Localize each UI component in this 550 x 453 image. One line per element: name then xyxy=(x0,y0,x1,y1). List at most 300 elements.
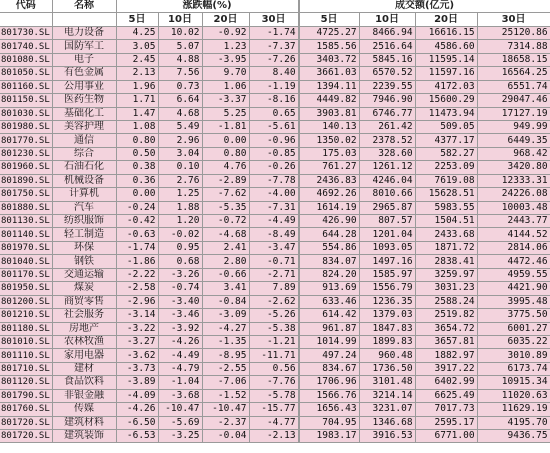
cell-volume-5d: 761.27 xyxy=(299,161,359,174)
cell-code: 801980.SL xyxy=(0,120,52,133)
cell-change-10d: -3.92 xyxy=(158,322,202,335)
table-row xyxy=(0,403,550,416)
cell-change-10d: -0.74 xyxy=(158,282,202,295)
cell-change-20d: -1.35 xyxy=(202,335,249,348)
cell-change-10d: -3.26 xyxy=(158,268,202,281)
cell-code: 801160.SL xyxy=(0,80,52,93)
cell-change-5d: 0.80 xyxy=(116,134,158,147)
cell-change-20d: -1.81 xyxy=(202,120,249,133)
table-row xyxy=(0,335,550,348)
cell-volume-30d: 11629.19 xyxy=(477,403,550,416)
cell-code: 801890.SL xyxy=(0,174,52,187)
cell-change-5d: -2.22 xyxy=(116,268,158,281)
cell-change-5d: 2.45 xyxy=(116,53,158,66)
cell-volume-20d: 7619.08 xyxy=(415,174,477,187)
cell-volume-30d: 12333.31 xyxy=(477,174,550,187)
cell-volume-10d: 1379.03 xyxy=(359,309,415,322)
cell-change-30d: -2.13 xyxy=(249,430,298,443)
cell-change-5d: 0.38 xyxy=(116,161,158,174)
table-row xyxy=(0,161,550,174)
cell-change-30d: -7.31 xyxy=(249,201,298,214)
cell-change-30d: -7.76 xyxy=(249,376,298,389)
cell-volume-30d: 24226.08 xyxy=(477,188,550,201)
cell-volume-30d: 16564.25 xyxy=(477,67,550,80)
table-row xyxy=(0,228,550,241)
table-row xyxy=(0,362,550,375)
cell-change-20d: -0.04 xyxy=(202,430,249,443)
cell-change-20d: 0.00 xyxy=(202,134,249,147)
cell-change-30d: -4.77 xyxy=(249,416,298,429)
cell-name: 电子 xyxy=(52,53,116,66)
cell-volume-5d: 3903.81 xyxy=(299,107,359,120)
cell-change-5d: 4.25 xyxy=(116,26,158,39)
cell-volume-10d: 6570.52 xyxy=(359,67,415,80)
header-change-10d: 10日 xyxy=(158,13,202,26)
cell-volume-20d: 3259.97 xyxy=(415,268,477,281)
cell-change-5d: -4.09 xyxy=(116,389,158,402)
cell-change-10d: 6.64 xyxy=(158,94,202,107)
cell-change-5d: -0.24 xyxy=(116,201,158,214)
cell-volume-10d: 3916.53 xyxy=(359,430,415,443)
cell-change-5d: -3.14 xyxy=(116,309,158,322)
cell-code: 801740.SL xyxy=(0,40,52,53)
header-row-sub xyxy=(0,13,550,26)
cell-change-10d: 5.49 xyxy=(158,120,202,133)
cell-volume-20d: 6771.00 xyxy=(415,430,477,443)
cell-change-30d: -1.21 xyxy=(249,335,298,348)
table-row xyxy=(0,309,550,322)
cell-change-20d: 9.70 xyxy=(202,67,249,80)
header-volume-20d: 20日 xyxy=(415,13,477,26)
cell-volume-5d: 554.86 xyxy=(299,241,359,254)
cell-code: 801230.SL xyxy=(0,147,52,160)
header-volume-30d: 30日 xyxy=(477,13,550,26)
cell-change-5d: -3.89 xyxy=(116,376,158,389)
table-row xyxy=(0,40,550,53)
cell-change-30d: -4.00 xyxy=(249,188,298,201)
cell-change-10d: 3.04 xyxy=(158,147,202,160)
cell-name: 社会服务 xyxy=(52,309,116,322)
cell-change-30d: 0.65 xyxy=(249,107,298,120)
cell-volume-20d: 509.05 xyxy=(415,120,477,133)
cell-name: 非银金融 xyxy=(52,389,116,402)
cell-volume-5d: 913.69 xyxy=(299,282,359,295)
header-code: 代码 xyxy=(0,0,52,13)
cell-code: 801110.SL xyxy=(0,349,52,362)
cell-volume-5d: 2436.83 xyxy=(299,174,359,187)
cell-change-20d: 3.41 xyxy=(202,282,249,295)
cell-name: 计算机 xyxy=(52,188,116,201)
cell-volume-20d: 2253.09 xyxy=(415,161,477,174)
cell-volume-30d: 10915.34 xyxy=(477,376,550,389)
table-row xyxy=(0,201,550,214)
cell-volume-30d: 3420.80 xyxy=(477,161,550,174)
cell-change-5d: -6.53 xyxy=(116,430,158,443)
cell-name: 纺织服饰 xyxy=(52,215,116,228)
cell-volume-10d: 1093.05 xyxy=(359,241,415,254)
cell-code: 801010.SL xyxy=(0,335,52,348)
cell-change-5d: -3.27 xyxy=(116,335,158,348)
cell-volume-10d: 1899.83 xyxy=(359,335,415,348)
cell-code: 801950.SL xyxy=(0,282,52,295)
cell-name: 环保 xyxy=(52,241,116,254)
cell-change-10d: -4.49 xyxy=(158,349,202,362)
cell-code: 801210.SL xyxy=(0,309,52,322)
cell-change-20d: 1.23 xyxy=(202,40,249,53)
cell-volume-20d: 4586.60 xyxy=(415,40,477,53)
cell-change-5d: -0.42 xyxy=(116,215,158,228)
cell-volume-20d: 11597.16 xyxy=(415,67,477,80)
cell-volume-10d: 2239.55 xyxy=(359,80,415,93)
cell-code: 801170.SL xyxy=(0,268,52,281)
cell-volume-5d: 1656.43 xyxy=(299,403,359,416)
table-row xyxy=(0,26,550,39)
cell-volume-20d: 2595.17 xyxy=(415,416,477,429)
cell-change-30d: -3.47 xyxy=(249,241,298,254)
cell-volume-30d: 3775.50 xyxy=(477,309,550,322)
cell-volume-5d: 175.03 xyxy=(299,147,359,160)
cell-volume-30d: 2814.06 xyxy=(477,241,550,254)
header-change-group: 涨跌幅(%) xyxy=(116,0,298,13)
cell-volume-20d: 1882.97 xyxy=(415,349,477,362)
cell-change-20d: 0.80 xyxy=(202,147,249,160)
cell-change-20d: -3.95 xyxy=(202,53,249,66)
cell-volume-20d: 3657.81 xyxy=(415,335,477,348)
cell-code: 801120.SL xyxy=(0,376,52,389)
cell-change-10d: -1.04 xyxy=(158,376,202,389)
cell-change-20d: -2.37 xyxy=(202,416,249,429)
cell-code: 801960.SL xyxy=(0,161,52,174)
cell-change-5d: 3.05 xyxy=(116,40,158,53)
cell-change-30d: -8.49 xyxy=(249,228,298,241)
cell-change-20d: -0.72 xyxy=(202,215,249,228)
cell-volume-5d: 3661.03 xyxy=(299,67,359,80)
cell-code: 801720.SL xyxy=(0,430,52,443)
cell-name: 综合 xyxy=(52,147,116,160)
cell-name: 基础化工 xyxy=(52,107,116,120)
cell-change-5d: -2.96 xyxy=(116,295,158,308)
cell-volume-5d: 426.90 xyxy=(299,215,359,228)
cell-change-20d: -10.47 xyxy=(202,403,249,416)
cell-volume-10d: 1736.50 xyxy=(359,362,415,375)
cell-change-5d: -3.22 xyxy=(116,322,158,335)
table-body xyxy=(0,26,550,443)
cell-change-30d: -8.16 xyxy=(249,94,298,107)
cell-volume-5d: 1350.02 xyxy=(299,134,359,147)
cell-volume-10d: 7946.90 xyxy=(359,94,415,107)
cell-code: 801200.SL xyxy=(0,295,52,308)
cell-volume-20d: 4377.17 xyxy=(415,134,477,147)
cell-volume-30d: 6551.74 xyxy=(477,80,550,93)
cell-change-5d: -0.63 xyxy=(116,228,158,241)
cell-volume-20d: 15600.29 xyxy=(415,94,477,107)
cell-volume-5d: 4725.27 xyxy=(299,26,359,39)
cell-volume-30d: 6449.35 xyxy=(477,134,550,147)
cell-volume-30d: 29047.46 xyxy=(477,94,550,107)
cell-volume-5d: 3403.72 xyxy=(299,53,359,66)
cell-change-10d: 4.88 xyxy=(158,53,202,66)
cell-name: 建筑材料 xyxy=(52,416,116,429)
cell-change-30d: -5.26 xyxy=(249,309,298,322)
cell-change-10d: 1.88 xyxy=(158,201,202,214)
cell-change-5d: -6.50 xyxy=(116,416,158,429)
cell-volume-20d: 11595.14 xyxy=(415,53,477,66)
cell-change-10d: 1.25 xyxy=(158,188,202,201)
cell-volume-10d: 4246.04 xyxy=(359,174,415,187)
cell-change-30d: -5.61 xyxy=(249,120,298,133)
cell-volume-20d: 2588.24 xyxy=(415,295,477,308)
cell-change-20d: -2.89 xyxy=(202,174,249,187)
cell-volume-10d: 1585.97 xyxy=(359,268,415,281)
cell-change-30d: -15.77 xyxy=(249,403,298,416)
cell-volume-20d: 5983.55 xyxy=(415,201,477,214)
cell-name: 机械设备 xyxy=(52,174,116,187)
cell-volume-5d: 834.07 xyxy=(299,255,359,268)
cell-change-10d: 10.02 xyxy=(158,26,202,39)
cell-volume-20d: 1504.51 xyxy=(415,215,477,228)
cell-volume-10d: 2965.87 xyxy=(359,201,415,214)
cell-change-10d: 0.95 xyxy=(158,241,202,254)
cell-code: 801750.SL xyxy=(0,188,52,201)
cell-change-10d: -4.26 xyxy=(158,335,202,348)
cell-name: 医药生物 xyxy=(52,94,116,107)
table-row xyxy=(0,349,550,362)
cell-volume-5d: 4692.26 xyxy=(299,188,359,201)
cell-volume-10d: 5845.16 xyxy=(359,53,415,66)
cell-change-10d: 5.07 xyxy=(158,40,202,53)
cell-volume-30d: 3010.89 xyxy=(477,349,550,362)
cell-change-20d: -5.35 xyxy=(202,201,249,214)
cell-volume-20d: 4172.03 xyxy=(415,80,477,93)
cell-code: 801880.SL xyxy=(0,201,52,214)
cell-volume-10d: 328.60 xyxy=(359,147,415,160)
cell-change-10d: 2.96 xyxy=(158,134,202,147)
cell-volume-5d: 633.46 xyxy=(299,295,359,308)
cell-change-5d: 0.00 xyxy=(116,188,158,201)
cell-change-10d: -3.68 xyxy=(158,389,202,402)
cell-change-10d: 1.20 xyxy=(158,215,202,228)
cell-change-5d: 1.96 xyxy=(116,80,158,93)
cell-code: 801030.SL xyxy=(0,107,52,120)
cell-change-20d: -4.68 xyxy=(202,228,249,241)
header-row-top xyxy=(0,0,550,13)
cell-name: 食品饮料 xyxy=(52,376,116,389)
cell-change-10d: 7.56 xyxy=(158,67,202,80)
cell-change-20d: 2.41 xyxy=(202,241,249,254)
cell-code: 801760.SL xyxy=(0,403,52,416)
cell-change-5d: -2.58 xyxy=(116,282,158,295)
cell-volume-30d: 3995.48 xyxy=(477,295,550,308)
cell-volume-5d: 704.95 xyxy=(299,416,359,429)
cell-volume-5d: 1394.11 xyxy=(299,80,359,93)
cell-change-5d: -1.74 xyxy=(116,241,158,254)
cell-volume-20d: 3031.23 xyxy=(415,282,477,295)
cell-name: 农林牧渔 xyxy=(52,335,116,348)
cell-code: 801770.SL xyxy=(0,134,52,147)
cell-change-20d: 5.25 xyxy=(202,107,249,120)
cell-volume-10d: 1201.04 xyxy=(359,228,415,241)
header-change-30d: 30日 xyxy=(249,13,298,26)
cell-change-20d: -2.55 xyxy=(202,362,249,375)
cell-name: 国防军工 xyxy=(52,40,116,53)
cell-volume-20d: 15628.51 xyxy=(415,188,477,201)
cell-change-5d: 1.71 xyxy=(116,94,158,107)
cell-change-30d: -2.62 xyxy=(249,295,298,308)
cell-volume-20d: 582.27 xyxy=(415,147,477,160)
cell-change-30d: -2.71 xyxy=(249,268,298,281)
cell-code: 801040.SL xyxy=(0,255,52,268)
cell-volume-5d: 614.42 xyxy=(299,309,359,322)
table-row xyxy=(0,107,550,120)
cell-change-30d: -0.96 xyxy=(249,134,298,147)
cell-change-20d: 1.06 xyxy=(202,80,249,93)
cell-name: 商贸零售 xyxy=(52,295,116,308)
table-row xyxy=(0,147,550,160)
cell-name: 美容护理 xyxy=(52,120,116,133)
cell-volume-10d: 8010.66 xyxy=(359,188,415,201)
cell-code: 801140.SL xyxy=(0,228,52,241)
cell-volume-5d: 834.67 xyxy=(299,362,359,375)
cell-volume-30d: 11020.63 xyxy=(477,389,550,402)
cell-change-10d: -3.46 xyxy=(158,309,202,322)
table-row xyxy=(0,255,550,268)
cell-name: 钢铁 xyxy=(52,255,116,268)
cell-volume-30d: 4959.55 xyxy=(477,268,550,281)
cell-volume-10d: 3214.14 xyxy=(359,389,415,402)
cell-name: 建筑装饰 xyxy=(52,430,116,443)
cell-change-30d: -1.74 xyxy=(249,26,298,39)
cell-code: 801710.SL xyxy=(0,362,52,375)
cell-volume-20d: 3917.22 xyxy=(415,362,477,375)
table-row xyxy=(0,188,550,201)
cell-volume-10d: 1236.35 xyxy=(359,295,415,308)
cell-volume-10d: 960.48 xyxy=(359,349,415,362)
cell-volume-10d: 3231.07 xyxy=(359,403,415,416)
cell-change-5d: 1.47 xyxy=(116,107,158,120)
cell-change-5d: 1.08 xyxy=(116,120,158,133)
cell-change-30d: 0.56 xyxy=(249,362,298,375)
cell-change-30d: -0.85 xyxy=(249,147,298,160)
table-row xyxy=(0,174,550,187)
cell-volume-5d: 1983.17 xyxy=(299,430,359,443)
cell-volume-10d: 1556.79 xyxy=(359,282,415,295)
cell-change-10d: -0.02 xyxy=(158,228,202,241)
cell-name: 家用电器 xyxy=(52,349,116,362)
cell-change-20d: -7.06 xyxy=(202,376,249,389)
cell-volume-20d: 7017.73 xyxy=(415,403,477,416)
cell-change-30d: 7.89 xyxy=(249,282,298,295)
cell-change-10d: 0.10 xyxy=(158,161,202,174)
cell-change-10d: -4.79 xyxy=(158,362,202,375)
cell-code: 801790.SL xyxy=(0,389,52,402)
cell-volume-30d: 4472.46 xyxy=(477,255,550,268)
cell-volume-5d: 497.24 xyxy=(299,349,359,362)
cell-change-10d: 0.68 xyxy=(158,255,202,268)
cell-change-30d: -7.26 xyxy=(249,53,298,66)
cell-change-20d: -0.84 xyxy=(202,295,249,308)
cell-change-30d: -7.78 xyxy=(249,174,298,187)
cell-code: 801970.SL xyxy=(0,241,52,254)
table-row xyxy=(0,241,550,254)
cell-volume-30d: 2443.77 xyxy=(477,215,550,228)
cell-name: 房地产 xyxy=(52,322,116,335)
table-row xyxy=(0,215,550,228)
cell-volume-10d: 2378.52 xyxy=(359,134,415,147)
cell-change-20d: -0.66 xyxy=(202,268,249,281)
cell-change-20d: -4.27 xyxy=(202,322,249,335)
cell-volume-20d: 2838.41 xyxy=(415,255,477,268)
cell-volume-5d: 824.20 xyxy=(299,268,359,281)
cell-change-10d: -5.69 xyxy=(158,416,202,429)
cell-volume-20d: 2433.68 xyxy=(415,228,477,241)
cell-volume-10d: 2516.64 xyxy=(359,40,415,53)
cell-change-30d: -11.71 xyxy=(249,349,298,362)
cell-volume-20d: 3654.72 xyxy=(415,322,477,335)
cell-volume-20d: 1871.72 xyxy=(415,241,477,254)
cell-volume-30d: 4421.90 xyxy=(477,282,550,295)
cell-volume-30d: 4144.52 xyxy=(477,228,550,241)
cell-volume-10d: 1261.12 xyxy=(359,161,415,174)
cell-name: 汽车 xyxy=(52,201,116,214)
table-row xyxy=(0,53,550,66)
cell-change-5d: -1.86 xyxy=(116,255,158,268)
cell-change-20d: -8.95 xyxy=(202,349,249,362)
table-row xyxy=(0,67,550,80)
cell-name: 通信 xyxy=(52,134,116,147)
cell-change-10d: 0.73 xyxy=(158,80,202,93)
cell-change-5d: 0.50 xyxy=(116,147,158,160)
table-row xyxy=(0,134,550,147)
cell-change-10d: 2.76 xyxy=(158,174,202,187)
cell-name: 石油石化 xyxy=(52,161,116,174)
cell-volume-30d: 17127.19 xyxy=(477,107,550,120)
table-row xyxy=(0,94,550,107)
table-row xyxy=(0,295,550,308)
cell-volume-30d: 25120.86 xyxy=(477,26,550,39)
cell-volume-5d: 961.87 xyxy=(299,322,359,335)
table-row xyxy=(0,389,550,402)
cell-code: 801720.SL xyxy=(0,416,52,429)
cell-volume-30d: 9436.75 xyxy=(477,430,550,443)
cell-code: 801050.SL xyxy=(0,67,52,80)
header-sub-blank-code xyxy=(0,13,52,26)
cell-change-20d: -3.37 xyxy=(202,94,249,107)
cell-volume-10d: 1847.83 xyxy=(359,322,415,335)
cell-volume-5d: 4449.82 xyxy=(299,94,359,107)
header-change-5d: 5日 xyxy=(116,13,158,26)
cell-volume-5d: 1614.19 xyxy=(299,201,359,214)
table-row xyxy=(0,416,550,429)
cell-volume-10d: 6746.77 xyxy=(359,107,415,120)
cell-change-10d: -3.40 xyxy=(158,295,202,308)
cell-change-5d: -3.73 xyxy=(116,362,158,375)
cell-volume-20d: 6625.49 xyxy=(415,389,477,402)
table-row xyxy=(0,120,550,133)
cell-change-30d: -4.49 xyxy=(249,215,298,228)
cell-volume-30d: 18658.15 xyxy=(477,53,550,66)
cell-change-20d: 4.76 xyxy=(202,161,249,174)
cell-change-20d: 2.80 xyxy=(202,255,249,268)
cell-name: 交通运输 xyxy=(52,268,116,281)
cell-change-5d: -4.26 xyxy=(116,403,158,416)
cell-change-20d: -7.62 xyxy=(202,188,249,201)
table-row xyxy=(0,80,550,93)
cell-name: 公用事业 xyxy=(52,80,116,93)
cell-change-30d: -5.38 xyxy=(249,322,298,335)
cell-volume-10d: 807.57 xyxy=(359,215,415,228)
cell-change-30d: -7.37 xyxy=(249,40,298,53)
cell-volume-30d: 7314.88 xyxy=(477,40,550,53)
